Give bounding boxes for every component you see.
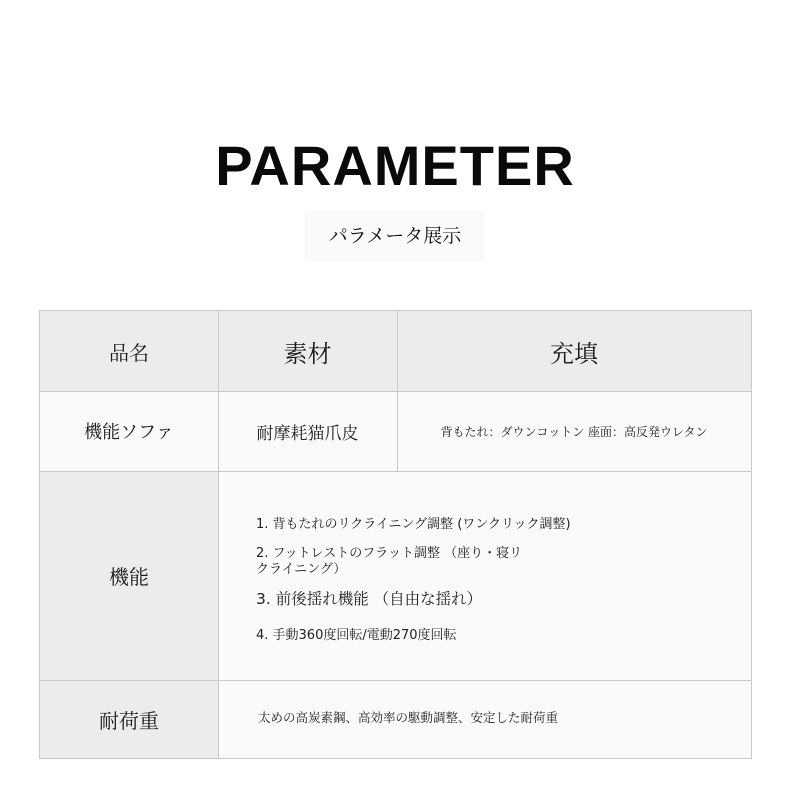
function-item-2-continued: クライニング） [256, 562, 347, 577]
page-subtitle: パラメータ展示 [305, 210, 485, 262]
filling-value: 背もたれ：ダウンコットン 座面：高反発ウレタン [440, 424, 708, 439]
material-cell [218, 391, 397, 471]
material-value: 耐摩耗猫爪皮 [256, 423, 359, 444]
grid-line [40, 391, 751, 392]
header-label-filling: 充填 [550, 339, 598, 368]
grid-line [40, 471, 751, 472]
function-label: 機能 [109, 565, 149, 589]
function-label-cell [40, 471, 218, 680]
header-cell-filling [397, 311, 751, 391]
grid-line [40, 680, 751, 681]
page-title: PARAMETER [215, 134, 575, 197]
load-label-cell [40, 680, 218, 758]
function-item-3: 3. 前後揺れ機能 （自由な揺れ） [256, 590, 483, 608]
function-item-2: 2. フットレストのフラット調整 （座り・寝リ [256, 546, 523, 561]
function-item-4: 4. 手動360度回転/電動270度回転 [256, 628, 457, 643]
header-label-material: 素材 [283, 339, 332, 368]
parameter-table [39, 310, 752, 759]
filling-cell [397, 391, 751, 471]
load-value-cell [218, 680, 751, 758]
function-list-cell [218, 471, 751, 680]
load-label: 耐荷重 [99, 708, 159, 733]
load-value: 太めの高炭素鋼、高効率の駆動調整、安定した耐荷重 [258, 710, 559, 725]
function-item-1: 1. 背もたれのリクライニング調整 (ワンクリック調整) [256, 517, 571, 532]
product-name: 機能ソファ [84, 422, 174, 443]
header-label-product-name: 品名 [109, 340, 149, 365]
grid-line [218, 311, 219, 758]
header-cell-material [218, 311, 397, 391]
product-name-cell [40, 391, 218, 471]
header-cell-product-name [40, 311, 218, 391]
